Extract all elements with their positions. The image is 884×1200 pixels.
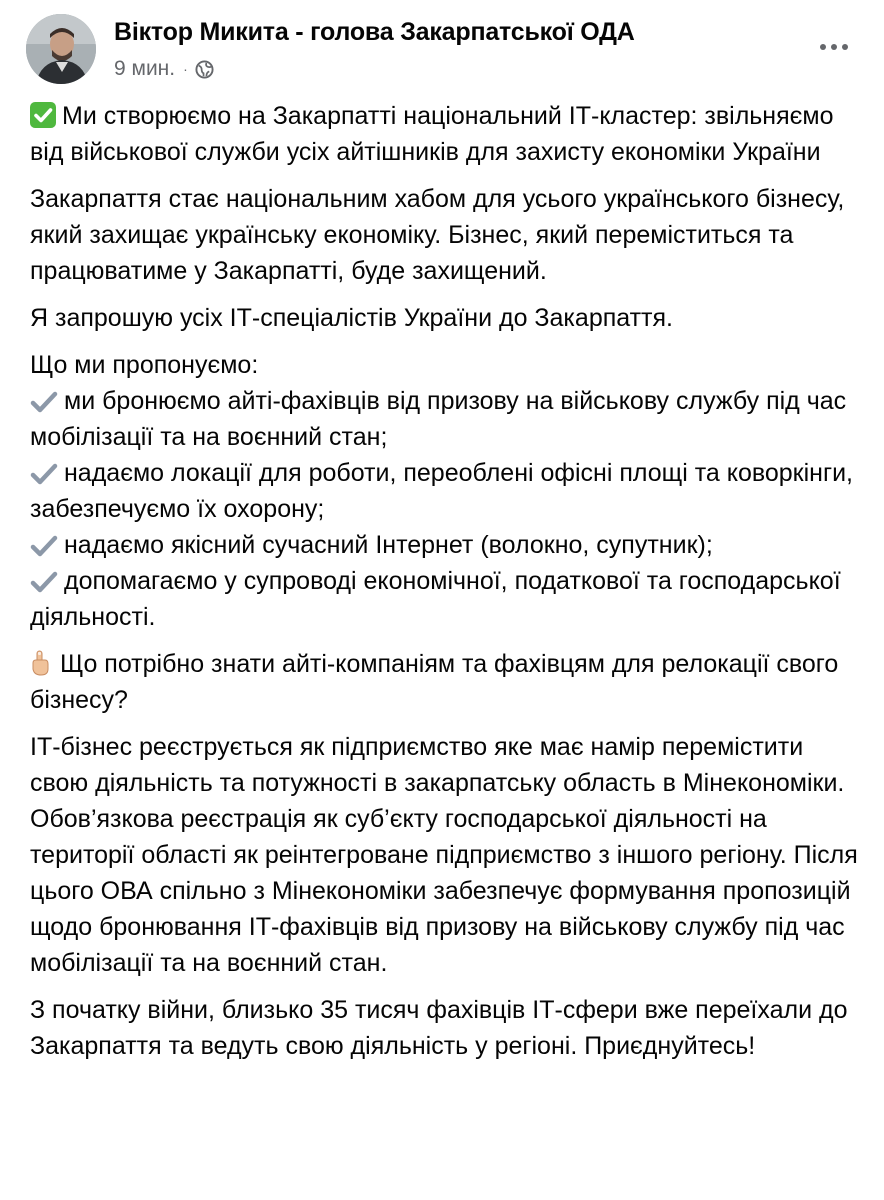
headline-text: Ми створюємо на Закарпатті національний ІТ-кластер: звільняємо від військової служби усіх айтішників для захисту економіки України — [30, 102, 834, 166]
globe-icon[interactable] — [195, 60, 214, 79]
author-name[interactable]: Віктор Микита - голова Закарпатської ОДА — [114, 18, 635, 46]
offer-item — [30, 563, 860, 635]
post-body — [30, 98, 860, 1064]
offer-item-text: допомагаємо у супроводі економічної, податкової та господарської діяльності. — [30, 567, 841, 631]
author-avatar[interactable] — [26, 14, 96, 84]
heavy-check-mark-icon — [30, 463, 58, 485]
post-header — [24, 14, 860, 88]
offer-title: Що ми пропонуємо: — [30, 351, 259, 379]
heavy-check-mark-icon — [30, 571, 58, 593]
more-options-icon — [842, 44, 848, 50]
offer-item — [30, 527, 860, 563]
question-paragraph — [30, 646, 860, 718]
check-mark-button-icon — [30, 102, 56, 128]
more-options-icon — [831, 44, 837, 50]
offer-item-text: надаємо локації для роботи, переоблені офісні площі та коворкінги, забезпечуємо їх охорону; — [30, 459, 854, 523]
meta-separator: · — [183, 61, 188, 77]
offer-item-text: ми бронюємо айті-фахівців від призову на військову службу під час мобілізації та на воєнний стан; — [30, 387, 847, 451]
avatar-photo — [26, 14, 96, 84]
heavy-check-mark-icon — [30, 391, 58, 413]
heavy-check-mark-icon — [30, 535, 58, 557]
offer-item — [30, 455, 860, 527]
pointing-up-icon — [30, 650, 50, 676]
offer-item-text: надаємо якісний сучасний Інтернет (волокно, супутник); — [64, 531, 713, 559]
post-meta — [114, 56, 214, 82]
more-options-button[interactable] — [814, 32, 854, 62]
offer-item — [30, 383, 860, 455]
more-options-icon — [820, 44, 826, 50]
intro-paragraph: Закарпаття стає національним хабом для усього українського бізнесу, який захищає українську економіку. Бізнес, який переміститься та працюватиме у Закарпатті, буде захищений. — [30, 185, 845, 285]
question-text: Що потрібно знати айті-компаніям та фахівцям для релокації свого бізнесу? — [30, 650, 839, 714]
registration-paragraph: ІТ-бізнес реєструється як підприємство яке має намір перемістити свою діяльність та потужності в закарпатську область в Мінекономіки. Обов’язкова реєстрація як суб’єкту господарської діяльності на території області як реінтегроване підприємство з іншого регіону. Після цього ОВА спільно з Мінекономіки забезпечує формування пропозицій щодо бронювання ІТ-фахівців від призову на військову службу під час мобілізації та на воєнний стан. — [30, 733, 858, 977]
invite-paragraph: Я запрошую усіх ІТ-спеціалістів України до Закарпаття. — [30, 304, 673, 332]
headline-paragraph — [30, 98, 860, 170]
post-time[interactable]: 9 мин. — [114, 57, 176, 80]
closing-paragraph: З початку війни, близько 35 тисяч фахівців ІТ-сфери вже переїхали до Закарпаття та ведуть свою діяльність у регіоні. Приєднуйтесь! — [30, 996, 848, 1060]
